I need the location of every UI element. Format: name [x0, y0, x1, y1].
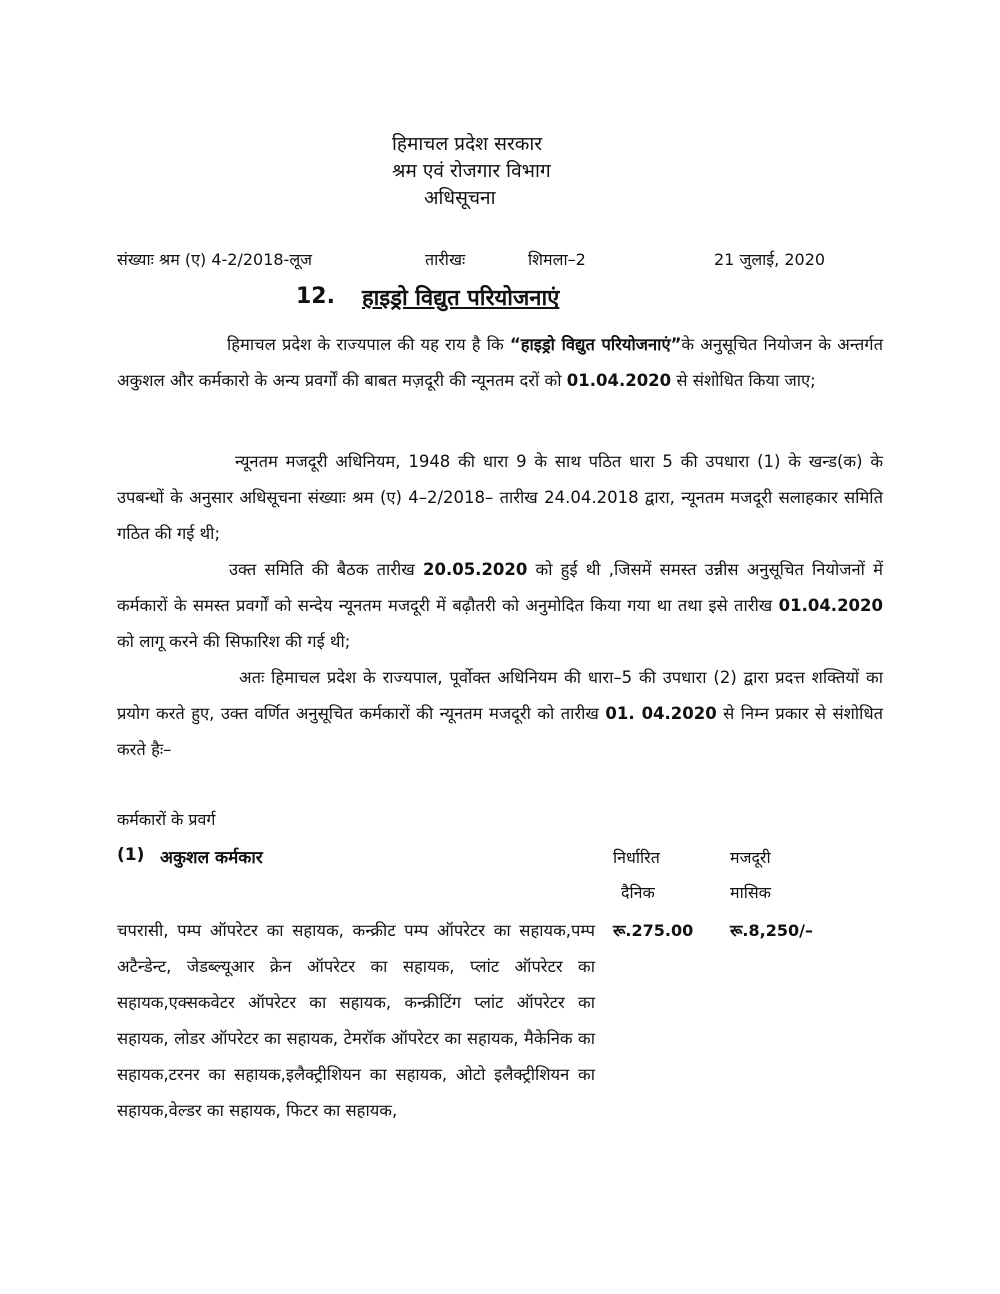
- paragraph-2-text: न्यूनतम मजदूरी अधिनियम, 1948 की धारा 9 के साथ पठित धारा 5 की उपधारा (1) के खन्ड(क) के उपबन्धों के अनुसार अधिसूचना संख्याः श्रम (ए) 4–2/2018– तारीख 24.04.2018 द्वारा, न्यूनतम मजदूरी सलाहकार समिति गठित की गई थी;: [117, 452, 883, 543]
- paragraph-1: [117, 327, 883, 399]
- monthly-wage: रू.8,250/–: [730, 921, 813, 940]
- title-number: 12.: [296, 284, 335, 309]
- paragraph-4-text-a: अतः हिमाचल प्रदेश के राज्यपाल, पूर्वोक्त अधिनियम की धारा–5 की उपधारा (2) द्वारा प्रदत्त शक्तियों का प्रयोग करते हुए, उक्त वर्णित अनुसूचित कर्मकारों की न्यूनतम मजदूरी को तारीख: [117, 668, 883, 723]
- paragraph-1-text-c: के अनुसूचित नियोजन के अन्तर्गत अकुशल और कर्मकारो के अन्य प्रवर्गों की बाबत मज़दूरी की न्यूनतम दरों को: [117, 335, 883, 390]
- notification-heading: अधिसूचना: [424, 187, 496, 209]
- section-number: (1): [117, 845, 145, 865]
- paragraph-1-date: 01.04.2020: [566, 371, 672, 390]
- paragraph-1-project-name: “हाइड्रो विद्युत परियोजनाएं”: [509, 335, 682, 354]
- paragraph-3-text-e: को लागू करने की सिफारिश की गई थी;: [117, 632, 351, 651]
- paragraph-1-text-a: हिमाचल प्रदेश के राज्यपाल की यह राय है कि: [227, 335, 510, 354]
- column-header-prescribed: निर्धारित: [613, 848, 660, 867]
- paragraph-1-text-e: से संशोधित किया जाए;: [671, 371, 816, 390]
- page-title: हाइड्रो विद्युत परियोजनाएं: [362, 286, 560, 311]
- place: शिमला–2: [528, 250, 586, 269]
- column-header-monthly: मासिक: [730, 883, 771, 902]
- paragraph-3: [117, 552, 883, 660]
- department-name: श्रम एवं रोजगार विभाग: [392, 160, 551, 182]
- column-header-daily: दैनिक: [621, 883, 655, 902]
- paragraph-3-text-a: उक्त समिति की बैठक तारीख: [229, 560, 423, 579]
- notification-number: संख्याः श्रम (ए) 4-2/2018-लूज: [117, 250, 313, 269]
- paragraph-2: [117, 444, 883, 552]
- section-title: अकुशल कर्मकार: [160, 848, 263, 868]
- paragraph-3-text-c: को हुई थी ,जिसमें समस्त उन्नीस अनुसूचित नियोजनों में कर्मकारों के समस्त प्रवर्गों को सन्देय न्यूनतम मजदूरी में बढ़ौतरी को अनुमोदित किया गया था तथा इसे तारीख: [117, 560, 883, 615]
- paragraph-4-text-c: से निम्न प्रकार से संशोधित करते हैः–: [117, 704, 883, 759]
- paragraph-3-effective-date: 01.04.2020: [778, 596, 883, 615]
- daily-wage: रू.275.00: [613, 921, 694, 940]
- paragraph-4: [117, 660, 883, 768]
- unskilled-jobs-list: चपरासी, पम्प ऑपरेटर का सहायक, कन्क्रीट पम्प ऑपरेटर का सहायक,पम्प अटैन्डेन्ट, जेडब्ल्यूआर क्रेन ऑपरेटर का सहायक, प्लांट ऑपरेटर का सहायक,एक्सकवेटर ऑपरेटर का सहायक, कन्क्रीटिंग प्लांट ऑपरेटर का सहायक, लोडर ऑपरेटर का सहायक, टेमरॉक ऑपरेटर का सहायक, मैकेनिक का सहायक,टरनर का सहायक,इलैक्ट्रीशियन का सहायक, ओटो इलैक्ट्रीशियन का सहायक,वेल्डर का सहायक, फिटर का सहायक,: [117, 921, 595, 1120]
- category-heading: कर्मकारों के प्रवर्ग: [117, 810, 216, 829]
- date: 21 जुलाई, 2020: [714, 250, 826, 269]
- government-name: हिमाचल प्रदेश सरकार: [392, 133, 543, 155]
- paragraph-4-date: 01. 04.2020: [605, 704, 717, 723]
- column-header-wage: मजदूरी: [730, 848, 771, 867]
- paragraph-3-meeting-date: 20.05.2020: [422, 560, 528, 579]
- date-label: तारीखः: [425, 250, 466, 269]
